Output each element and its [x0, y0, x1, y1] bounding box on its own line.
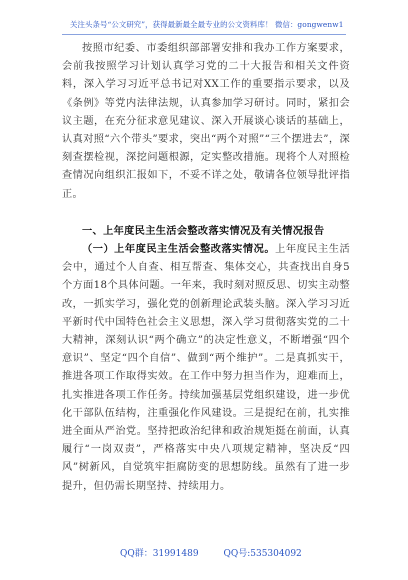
header-divider [62, 34, 346, 35]
sub-heading: （一）上年度民主生活会整改落实情况。 [82, 243, 276, 256]
document-body [62, 40, 350, 496]
intro-paragraph: 按照市纪委、市委组织部部署安排和我办工作方案要求，会前我按照学习计划认真学习党的二十大报告和相关文件资料，深入学习习近平总书记对XX工作的重要指示要求，以及《条例》等党内法律法规，认真参加学习研讨。同时，紧扣会议主题，在充分征求意见建议、深入开展谈心谈话的基础上，认真对照“六个带头”要求，突出“两个对照”“三个摆进去”，深刻查摆检视，深挖问题根源，定实整改措施。现将个人对照检查情况向组织汇报如下，不妥不详之处，敬请各位领导批评指正。 [62, 43, 350, 200]
footer-qq-group: QQ群：31991489 [120, 549, 199, 559]
section-paragraph-text: 上年度民主生活会中，通过个人自查、相互帮查、集体交心，共查找出自身5个方面18个具体问题。一年来，我时刻对照反思、切实主动整改，一抓实学习，强化党的创新理论武装头脑。深入学习习近平新时代中国特色社会主义思想，深入学习贯彻落实党的二十大精神，深刻认识“两个确立”的决定性意义，不断增强“四个意识”、坚定“四个自信”、做到“两个维护”。二是真抓实干，推进各项工作取得实效。在工作中努力担当作为，迎难而上，扎实推进各项工作任务。持续加强基层党组织建设，进一步优化干部队伍结构，注重强化作风建设。三是提纪在前，扎实推进全面从严治党。坚持把政治纪律和政治规矩挺在前面，认真履行“一岗双责”，严格落实中央八项规定精神，坚决反“四风”树新风，自觉筑牢拒腐防变的思想防线。虽然有了进一步提升，但仍需长期坚持、持续用力。 [62, 244, 350, 492]
footer-qq-number: QQ号:535304092 [223, 549, 302, 559]
section-heading: 一、上年度民主生活会整改落实情况及有关情况报告 [82, 224, 325, 237]
header-banner: 关注头条号“公文研究”，获得最新最全最专业的公文资料库！ 微信：gongwenw1 [70, 20, 344, 29]
footer [120, 546, 320, 559]
section-paragraph [62, 240, 350, 496]
